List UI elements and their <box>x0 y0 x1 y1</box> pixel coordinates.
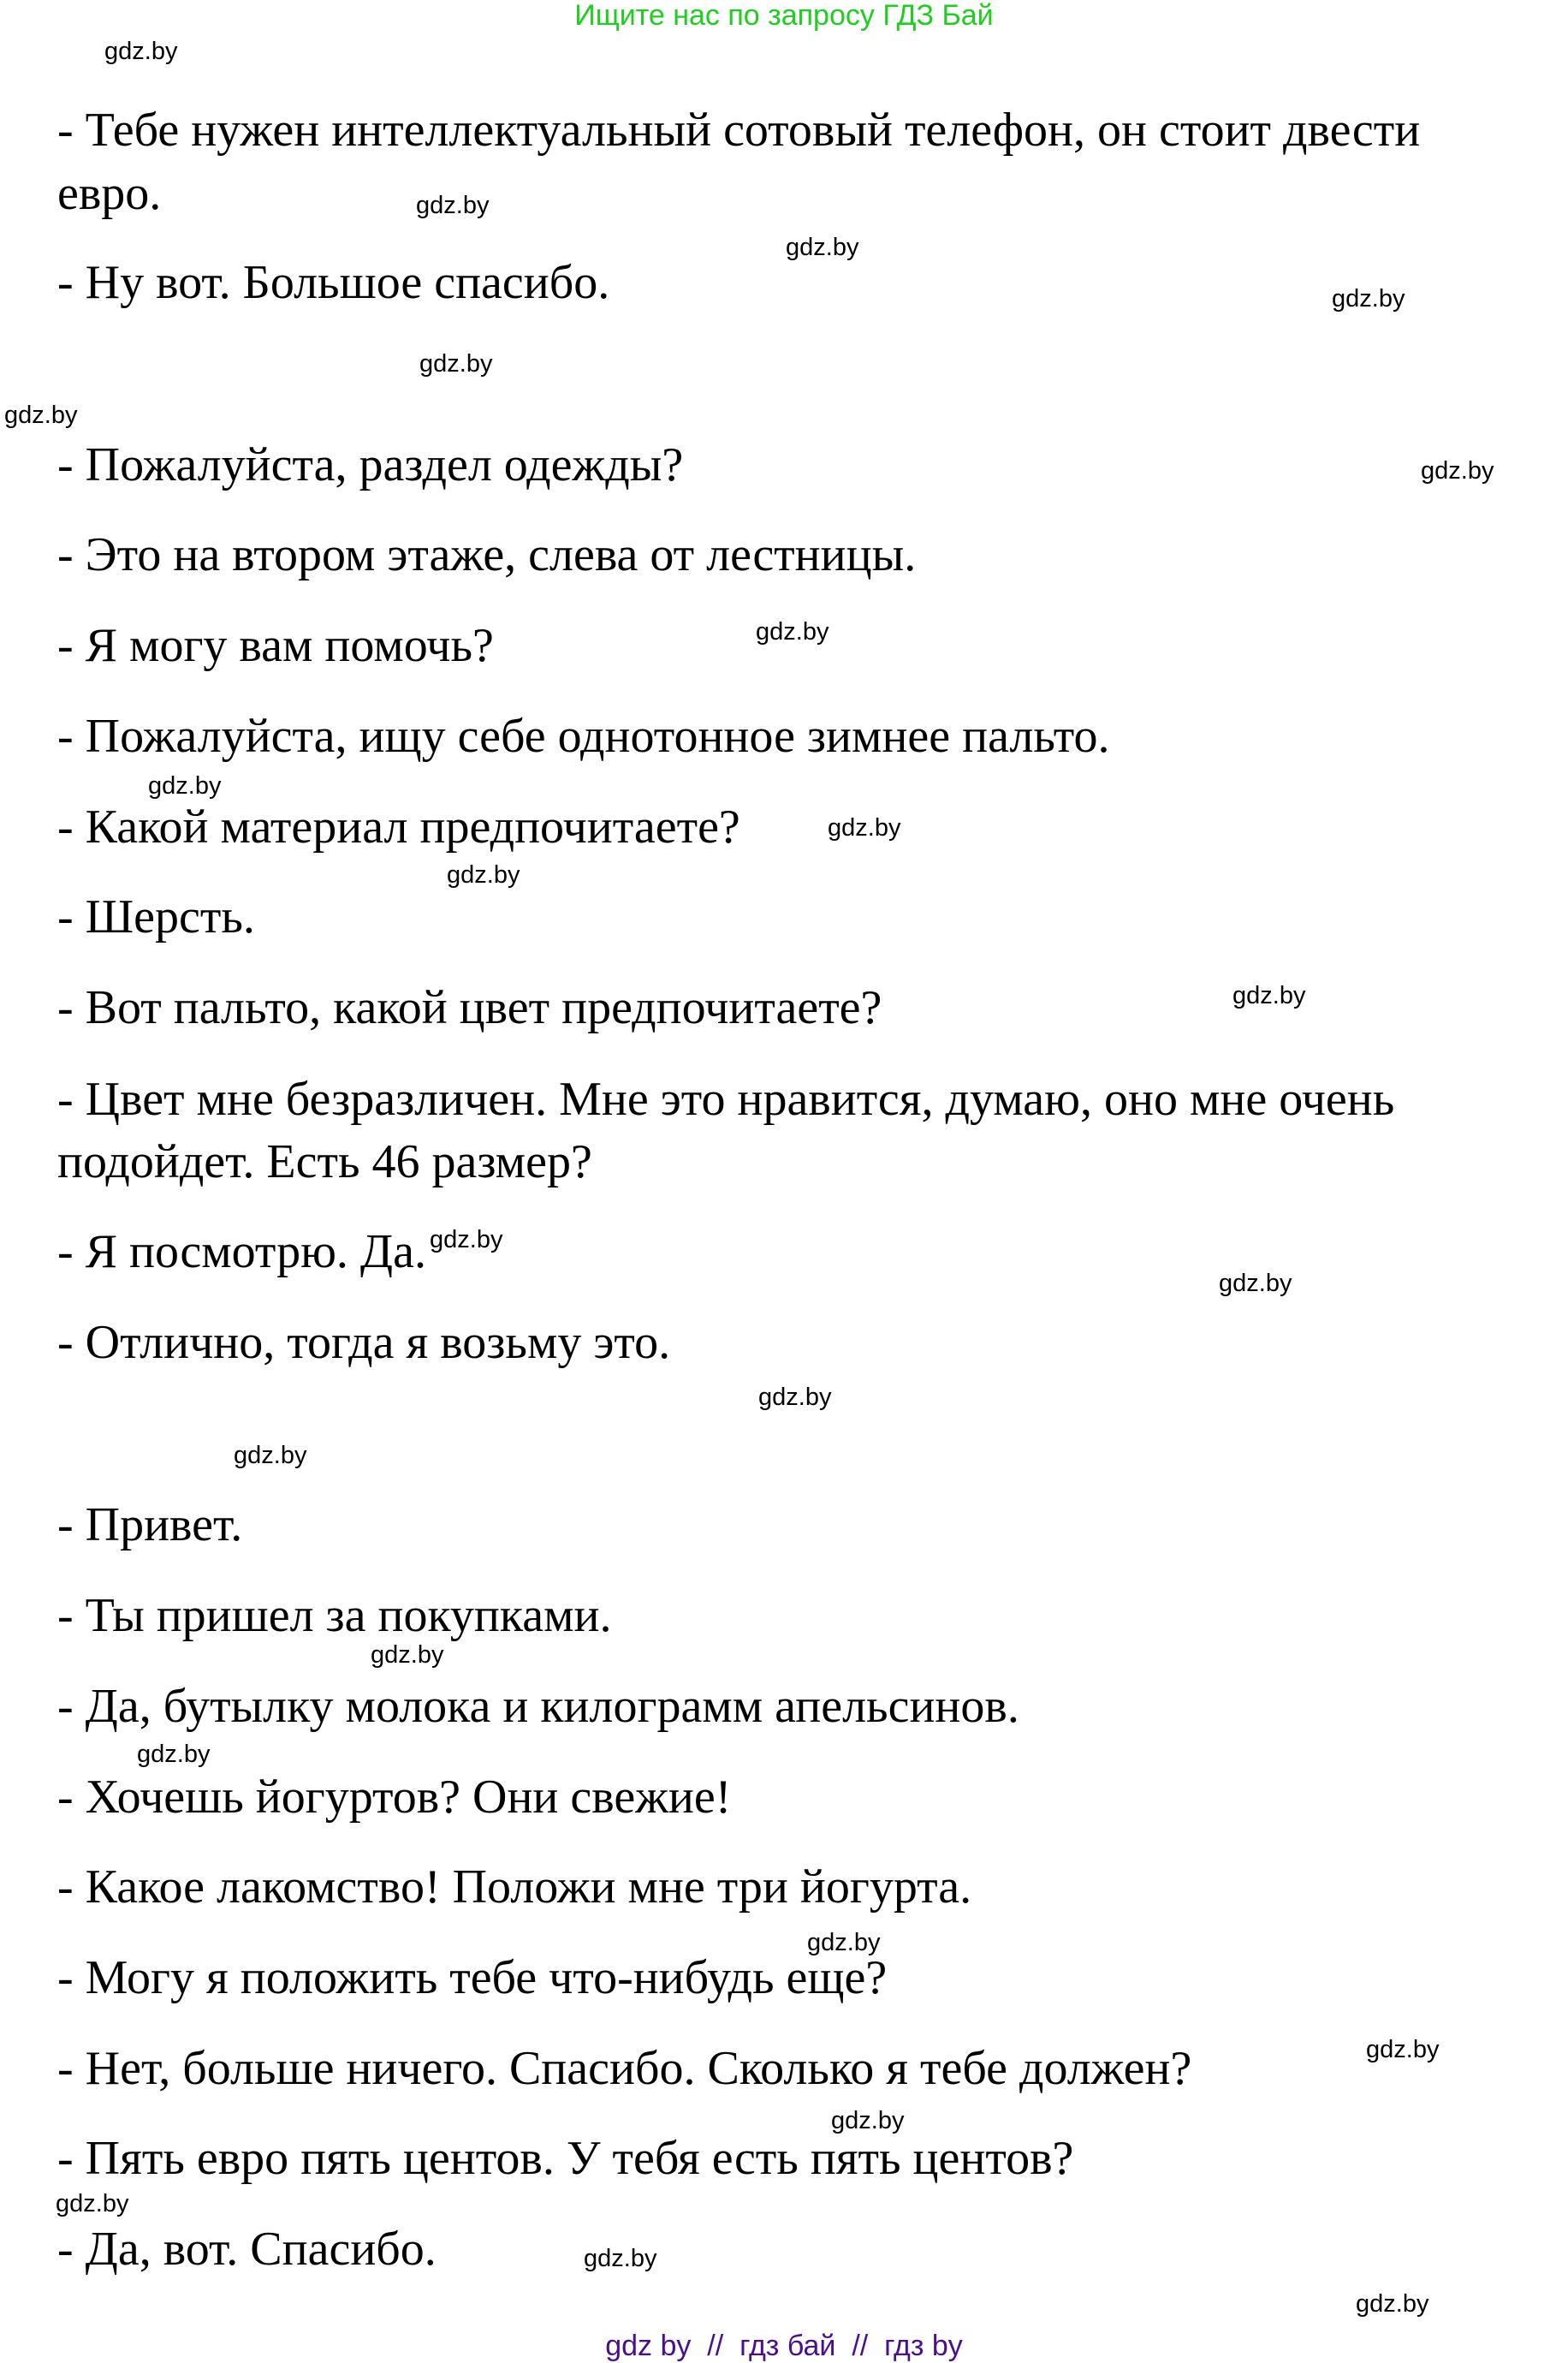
watermark: gdz.by <box>828 814 901 842</box>
watermark: gdz.by <box>1366 2036 1440 2063</box>
watermark: gdz.by <box>584 2245 657 2272</box>
watermark: gdz.by <box>831 2107 905 2134</box>
dialogue-line: евро. <box>57 167 162 220</box>
dialogue-line: - Вот пальто, какой цвет предпочитаете? <box>57 981 882 1034</box>
watermark: gdz.by <box>1219 1270 1292 1297</box>
watermark: gdz.by <box>756 618 829 646</box>
watermark: gdz.by <box>234 1442 307 1469</box>
dialogue-line: - Могу я положить тебе что-нибудь еще? <box>57 1951 888 2004</box>
dialogue-line: - Да, бутылку молока и килограмм апельсинов. <box>57 1680 1019 1733</box>
watermark: gdz.by <box>416 192 490 219</box>
dialogue-line: - Отлично, тогда я возьму это. <box>57 1316 671 1369</box>
watermark: gdz.by <box>56 2190 129 2217</box>
search-hint-banner: Ищите нас по запросу ГДЗ Бай <box>574 0 994 32</box>
watermark: gdz.by <box>137 1741 211 1768</box>
dialogue-line: - Пожалуйста, ищу себе однотонное зимнее пальто. <box>57 710 1110 763</box>
watermark: gdz.by <box>430 1226 503 1253</box>
dialogue-line: - Хочешь йогуртов? Они свежие! <box>57 1771 732 1824</box>
dialogue-line: - Шерсть. <box>57 890 255 943</box>
dialogue-line: - Ну вот. Большое спасибо. <box>57 256 610 309</box>
dialogue-line: - Пять евро пять центов. У тебя есть пять центов? <box>57 2132 1074 2185</box>
dialogue-line: - Ты пришел за покупками. <box>57 1589 612 1642</box>
dialogue-line: - Я могу вам помочь? <box>57 619 494 672</box>
dialogue-line: подойдет. Есть 46 размер? <box>57 1135 592 1188</box>
watermark: gdz.by <box>1232 982 1306 1009</box>
dialogue-line: - Какой материал предпочитаете? <box>57 801 740 854</box>
dialogue-line: - Какое лакомство! Положи мне три йогурта. <box>57 1860 972 1914</box>
dialogue-line: - Тебе нужен интеллектуальный сотовый телефон, он стоит двести <box>57 104 1421 157</box>
watermark: gdz.by <box>758 1384 832 1411</box>
dialogue-line: - Пожалуйста, раздел одежды? <box>57 438 684 491</box>
dialogue-line: - Цвет мне безразличен. Мне это нравится, думаю, оно мне очень <box>57 1073 1395 1126</box>
dialogue-line: - Нет, больше ничего. Спасибо. Сколько я тебе должен? <box>57 2042 1192 2095</box>
watermark: gdz.by <box>1421 457 1494 485</box>
watermark: gdz.by <box>786 234 859 261</box>
dialogue-line: - Это на втором этаже, слева от лестницы. <box>57 528 917 581</box>
watermark: gdz.by <box>419 350 493 378</box>
dialogue-line: - Привет. <box>57 1498 243 1551</box>
dialogue-line: - Я посмотрю. Да. <box>57 1225 426 1278</box>
watermark: gdz.by <box>447 861 520 889</box>
watermark: gdz.by <box>371 1641 444 1669</box>
watermark: gdz.by <box>1356 2290 1429 2318</box>
watermark: gdz.by <box>4 402 78 429</box>
footer-links[interactable]: gdz by // гдз бай // гдз by <box>605 2330 963 2362</box>
watermark: gdz.by <box>1332 285 1405 312</box>
dialogue-line: - Да, вот. Спасибо. <box>57 2223 437 2276</box>
watermark: gdz.by <box>104 38 178 65</box>
watermark: gdz.by <box>148 772 222 800</box>
watermark: gdz.by <box>807 1929 881 1956</box>
